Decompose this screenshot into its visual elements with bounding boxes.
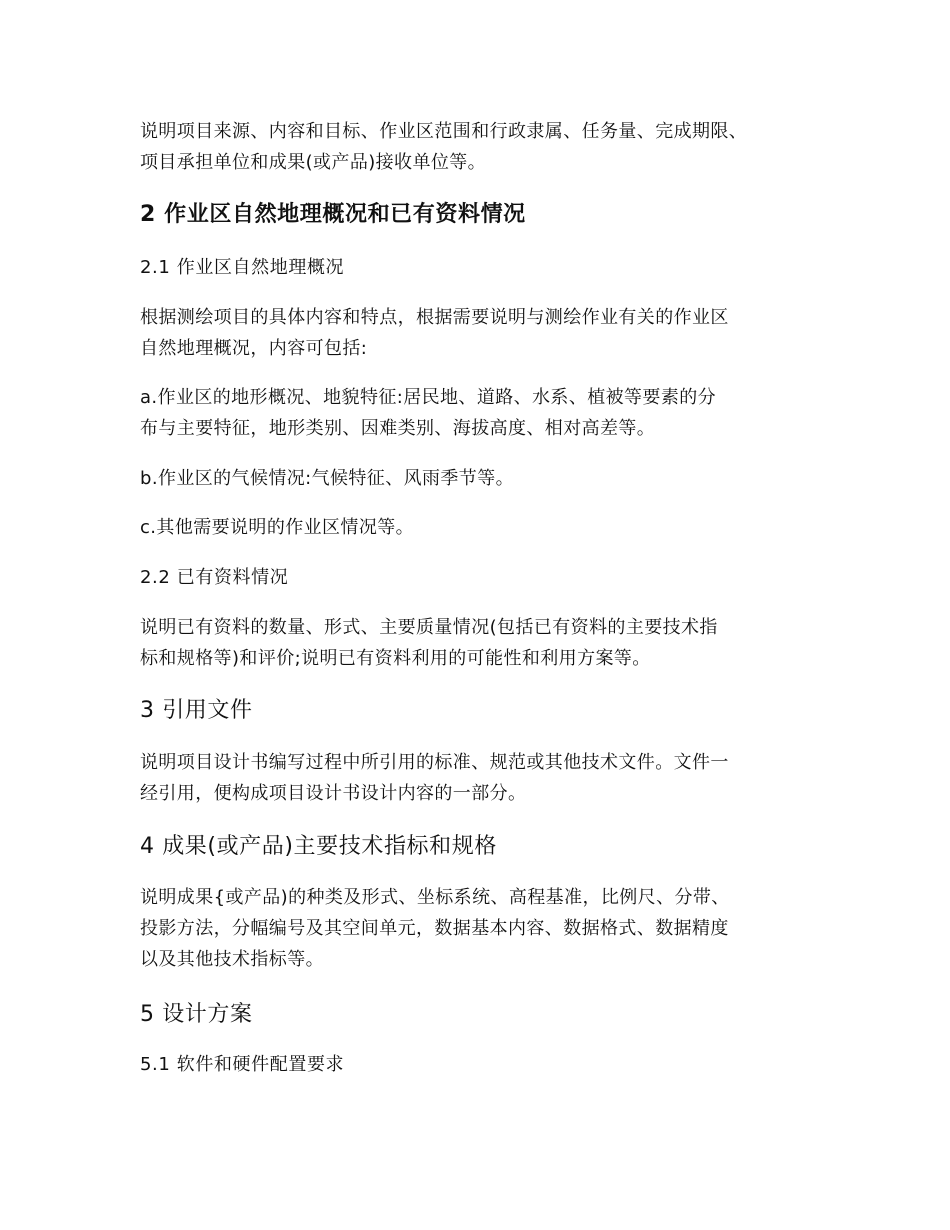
section-4-line-2: 投影方法，分幅编号及其空间单元，数据基本内容、数据格式、数据精度 [140,918,729,939]
list-item-a-line-2: 布与主要特征，地形类别、因难类别、海拔高度、相对高差等。 [140,418,656,439]
section-2-1-paragraph [140,302,830,364]
section-2-2-heading: 2.2 已有资料情况 [140,567,289,588]
intro-line-1: 说明项目来源、内容和目标、作业区范围和行政隶属、任务量、完成期限、 [140,121,748,142]
intro-paragraph [140,116,830,178]
section-3-paragraph [140,747,830,809]
section-2-heading: 2 作业区自然地理概况和已有资料情况 [140,202,526,227]
list-item-b: b.作业区的气候情况:气候特征、风雨季节等。 [140,468,515,489]
section-5-heading: 5 设计方案 [140,1002,253,1027]
section-2-2-line-2: 标和规格等)和评价;说明已有资料利用的可能性和利用方案等。 [140,648,651,669]
list-item-a [140,382,830,444]
list-item-a-line-1: a.作业区的地形概况、地貌特征:居民地、道路、水系、植被等要素的分 [140,387,717,408]
section-3-line-2: 经引用，便构成项目设计书设计内容的一部分。 [140,783,527,804]
section-3-line-1: 说明项目设计书编写过程中所引用的标准、规范或其他技术文件。文件一 [140,752,729,773]
section-2-1-heading: 2.1 作业区自然地理概况 [140,257,345,278]
section-2-2-paragraph [140,612,830,674]
section-4-line-1: 说明成果{或产品)的种类及形式、坐标系统、高程基准，比例尺、分带、 [140,887,730,908]
list-item-c: c.其他需要说明的作业区情况等。 [140,517,415,538]
section-3-heading: 3 引用文件 [140,698,253,723]
section-2-1-line-2: 自然地理概况，内容可包括: [140,338,368,359]
section-4-line-3: 以及其他技术指标等。 [140,949,324,970]
section-5-1-heading: 5.1 软件和硬件配置要求 [140,1054,345,1075]
section-4-heading: 4 成果(或产品)主要技术指标和规格 [140,834,497,859]
intro-line-2: 项目承担单位和成果(或产品)接收单位等。 [140,152,487,173]
section-2-2-line-1: 说明已有资料的数量、形式、主要质量情况(包括已有资料的主要技术指 [140,617,718,638]
section-2-1-line-1: 根据测绘项目的具体内容和特点，根据需要说明与测绘作业有关的作业区 [140,307,729,328]
section-4-paragraph [140,882,830,975]
